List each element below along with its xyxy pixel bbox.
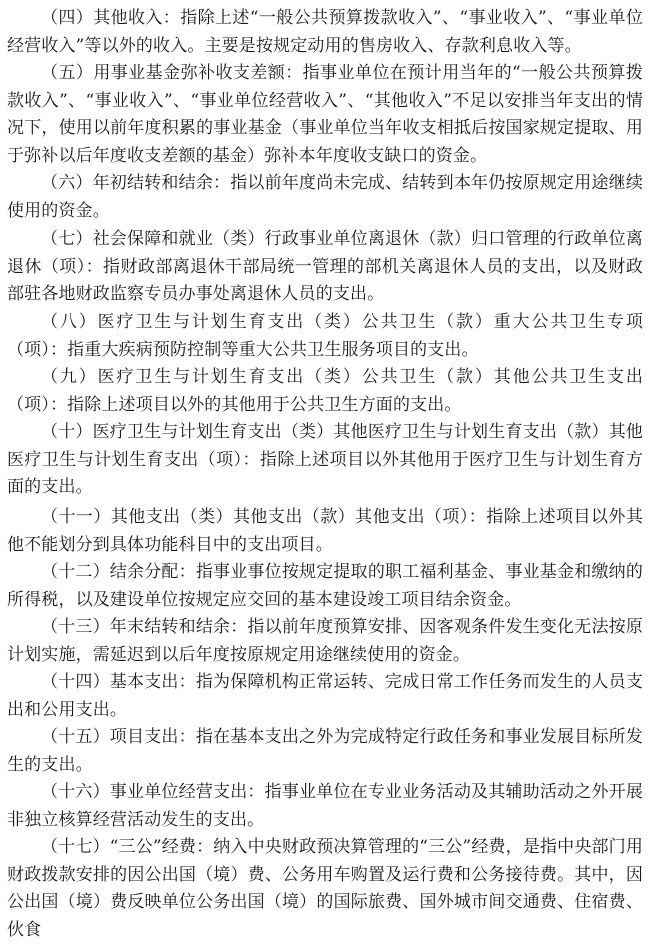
paragraph-other-expenditure: （十一）其他支出（类）其他支出（款）其他支出（项）：指除上述项目以外其他不能划分到具体功能科目中的支出项目。	[7, 507, 643, 555]
paragraph-other-medical: （十）医疗卫生与计划生育支出（类）其他医疗卫生与计划生育支出（款）其他医疗卫生与计划生育支出（项）：指除上述项目以外其他用于医疗卫生与计划生育方面的支出。	[7, 422, 643, 497]
paragraph-basic-expenditure: （十四）基本支出：指为保障机构正常运转、完成日常工作任务而发生的人员支出和公用支出。	[7, 672, 643, 720]
paragraph-retirement-admin: （七）社会保障和就业（类）行政事业单位离退休（款）归口管理的行政单位离退休（项）：指财政部离退休干部局统一管理的部机关离退休人员的支出，以及财政部驻各地财政监察专员办事处离退休人员的支出。	[7, 229, 643, 304]
paragraph-other-public-health: （九）医疗卫生与计划生育支出（类）公共卫生（款）其他公共卫生支出（项）：指除上述项目以外的其他用于公共卫生方面的支出。	[7, 367, 643, 415]
paragraph-other-income: （四）其他收入：指除上述“一般公共预算拨款收入”、“事业收入”、“事业单位经营收入”等以外的收入。主要是按规定动用的售房收入、存款利息收入等。	[7, 8, 643, 56]
paragraph-business-fund-offset: （五）用事业基金弥补收支差额：指事业单位在预计用当年的“一般公共预算拨款收入”、“事业收入”、“事业单位经营收入”、“其他收入”不足以安排当年支出的情况下，使用以前年度积累的事业基金（事业单位当年收支相抵后按国家规定提取、用于弥补以后年度收支差额的基金）弥补本年度收支缺口的资金。	[7, 63, 643, 166]
paragraph-three-public-expenses: （十七）“三公”经费：纳入中央财政预决算管理的“三公”经费，是指中央部门用财政拨款安排的因公出国（境）费、公务用车购置及运行费和公务接待费。其中，因公出国（境）费反映单位公务出国（境）的国际旅费、国外城市间交通费、住宿费、伙食	[7, 837, 643, 940]
paragraph-surplus-distribution: （十二）结余分配：指事业事位按规定提取的职工福利基金、事业基金和缴纳的所得税，以及建设单位按规定应交回的基本建设竣工项目结余资金。	[7, 562, 643, 610]
paragraph-business-operating-expenditure: （十六）事业单位经营支出：指事业单位在专业业务活动及其辅助活动之外开展非独立核算经营活动发生的支出。	[7, 782, 643, 830]
paragraph-public-health-special: （八）医疗卫生与计划生育支出（类）公共卫生（款）重大公共卫生专项（项）：指重大疾病预防控制等重大公共卫生服务项目的支出。	[7, 312, 643, 360]
paragraph-project-expenditure: （十五）项目支出：指在基本支出之外为完成特定行政任务和事业发展目标所发生的支出。	[7, 727, 643, 775]
paragraph-opening-carryover: （六）年初结转和结余：指以前年度尚未完成、结转到本年仍按原规定用途继续使用的资金。	[7, 173, 643, 221]
paragraph-yearend-carryover: （十三）年末结转和结余：指以前年度预算安排、因客观条件发生变化无法按原计划实施，需延迟到以后年度按原规定用途继续使用的资金。	[7, 617, 643, 665]
